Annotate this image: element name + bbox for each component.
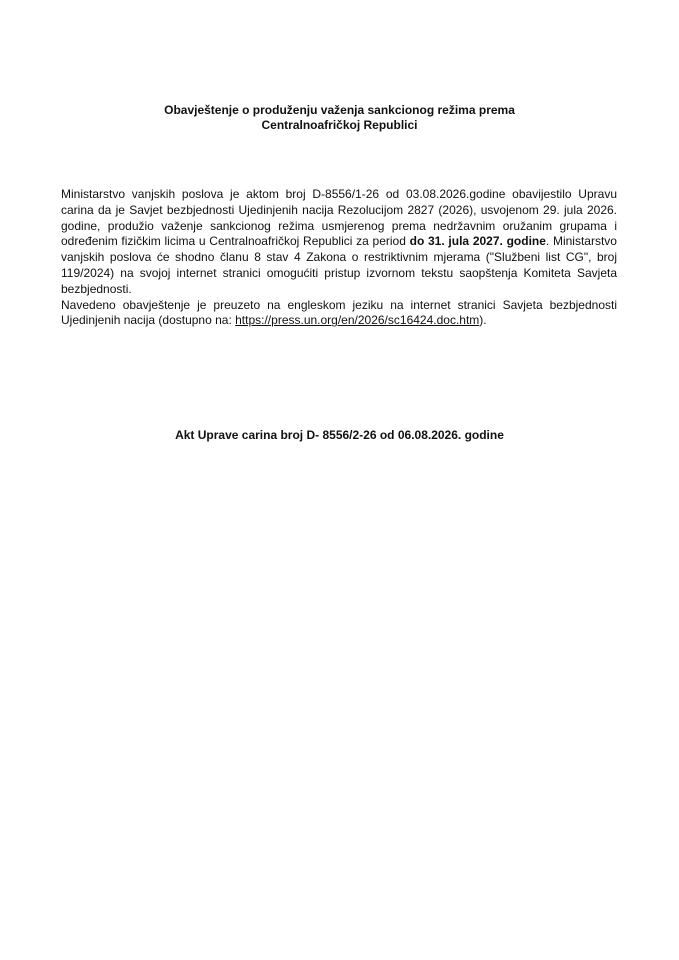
paragraph-source-text-a: Navedeno obavještenje je preuzeto na engleskom jeziku na internet stranici Savjeta bezbjednosti Ujedinjenih nacija (dostupno na:	[61, 297, 617, 328]
title-line-1: Obavještenje o produženju važenja sankcionog režima prema	[164, 103, 515, 117]
paragraph-source	[61, 298, 617, 330]
paragraph-notice-text-a: Ministarstvo vanjskih poslova je aktom broj D-8556/1-26 od 03.08.2026.godine obavijestilo Upravu carina da je Savjet bezbjednosti Ujedinjenih nacija Rezolucijom 2827 (2026), usvojenom 29. jula 2026. godine, produžio važenje sankcionog režima usmjerenog prema nedržavnim oružanim grupama i određenim fizičkim licima u Centralnoafričkoj Republici za period	[61, 187, 617, 249]
act-reference: Akt Uprave carina broj D- 8556/2-26 od 06.08.2026. godine	[175, 428, 504, 442]
title-line-2: Centralnoafričkoj Republici	[261, 117, 418, 132]
un-press-link[interactable]: https://press.un.org/en/2026/sc16424.doc.htm	[235, 313, 480, 328]
document-title	[60, 103, 619, 132]
paragraph-notice-period-bold: do 31. jula 2027. godine	[409, 234, 546, 249]
paragraph-notice	[61, 187, 617, 298]
document-body	[61, 187, 617, 329]
paragraph-source-text-b: ).	[479, 313, 487, 328]
paragraph-notice-text-b: . Ministarstvo vanjskih poslova će shodno članu 8 stav 4 Zakona o restriktivnim mjerama ("Službeni list CG", broj 119/2024) na svojoj internet stranici omogućiti pristup izvornom tekstu saopštenja Komiteta Savjeta bezbjednosti.	[61, 234, 617, 296]
